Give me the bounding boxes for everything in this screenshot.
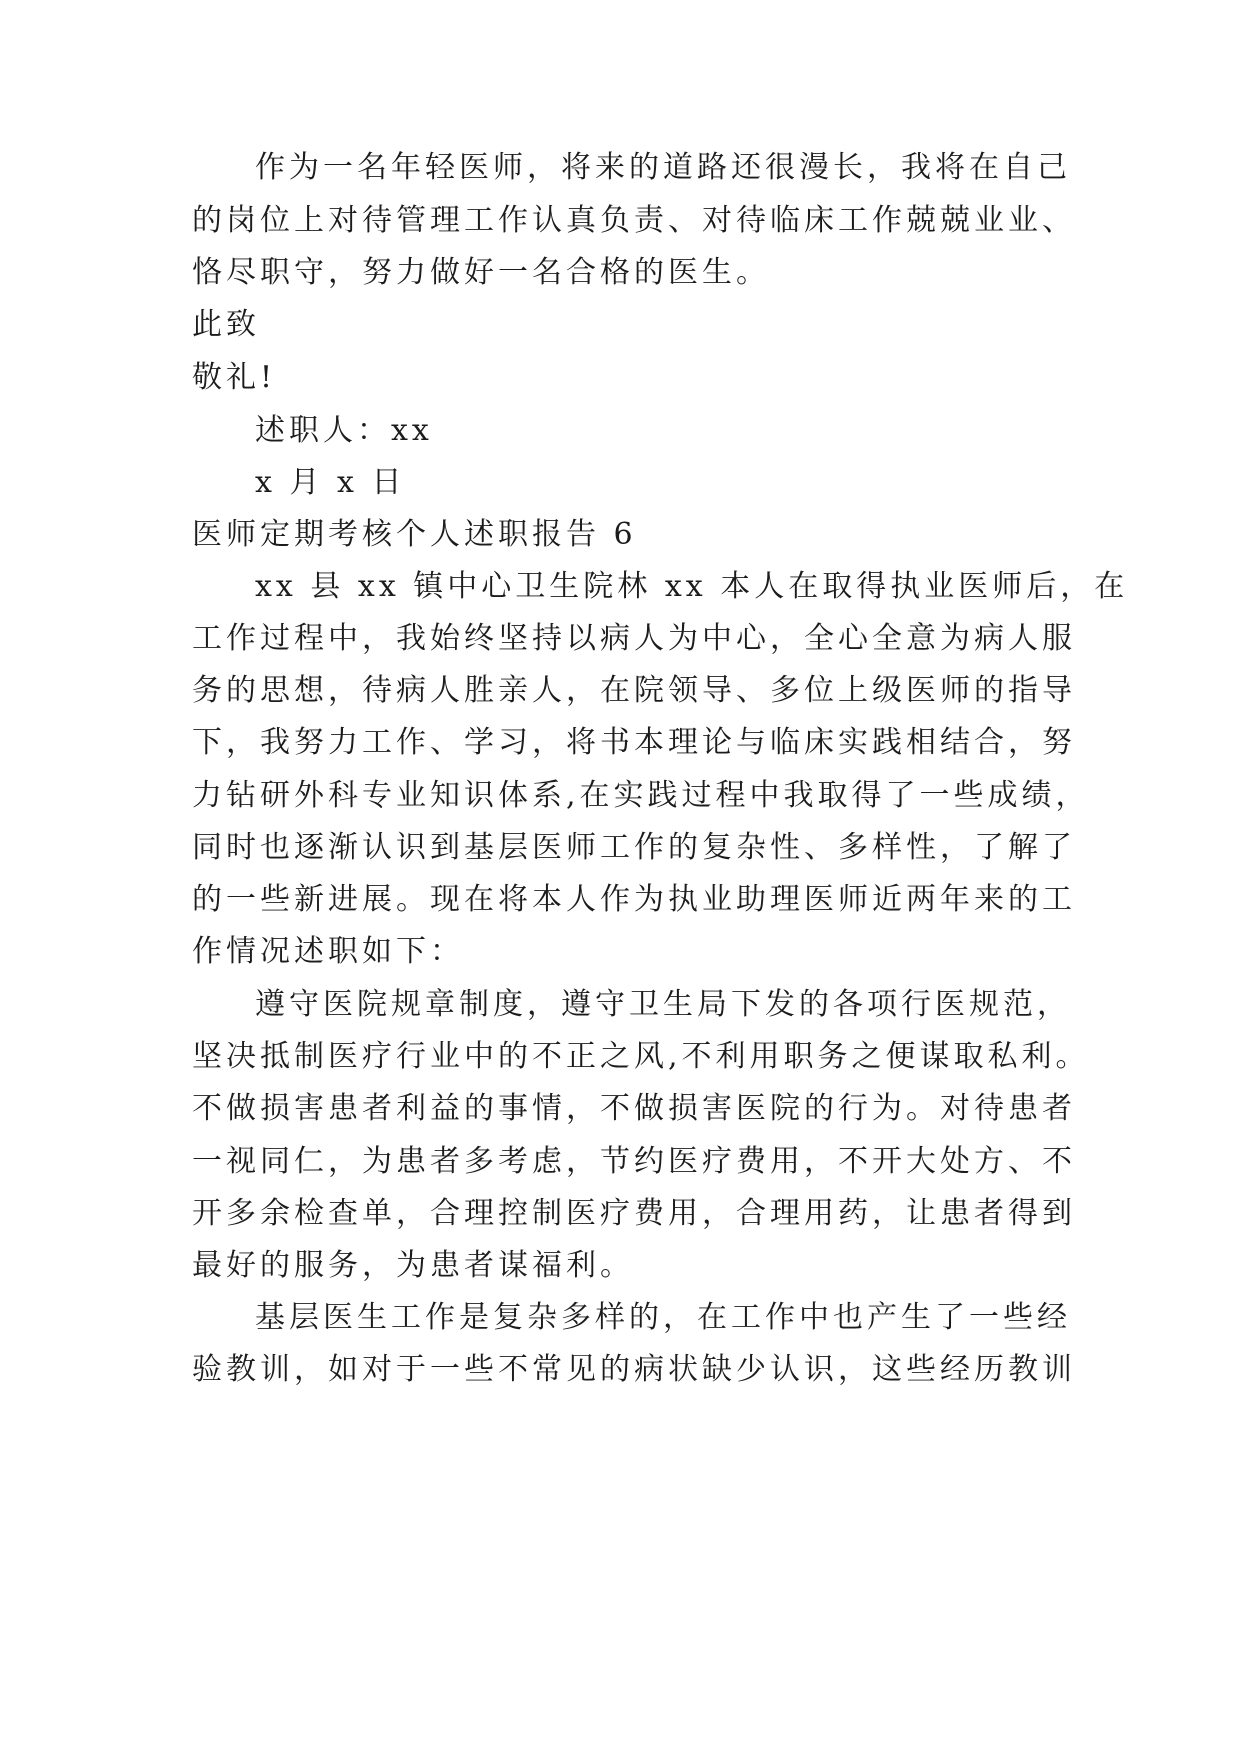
paragraph-4-line-2: 验教训，如对于一些不常见的病状缺少认识，这些经历教训 (192, 1352, 1076, 1387)
paragraph-2-line-2: 工作过程中，我始终坚持以病人为中心，全心全意为病人服 (192, 621, 1076, 656)
paragraph-1-line-2: 的岗位上对待管理工作认真负责、对待临床工作兢兢业业、 (192, 203, 1076, 238)
paragraph-3-line-1: 遵守医院规章制度，遵守卫生局下发的各项行医规范， (255, 987, 1071, 1022)
paragraph-1-line-3: 恪尽职守，努力做好一名合格的医生。 (192, 255, 770, 290)
date-line: x 月 x 日 (255, 465, 406, 500)
paragraph-2-line-8: 作情况述职如下： (192, 934, 464, 969)
paragraph-2-line-1: xx 县 xx 镇中心卫生院林 xx 本人在取得执业医师后，在 (255, 569, 1129, 604)
paragraph-3-line-4: 一视同仁，为患者多考虑，节约医疗费用，不开大处方、不 (192, 1144, 1076, 1179)
paragraph-3-line-3: 不做损害患者利益的事情，不做损害医院的行为。对待患者 (192, 1091, 1076, 1126)
closing-regards: 敬礼! (192, 360, 277, 395)
paragraph-2-line-3: 务的思想，待病人胜亲人，在院领导、多位上级医师的指导 (192, 673, 1076, 708)
section-heading: 医师定期考核个人述职报告 6 (192, 517, 637, 552)
paragraph-3-line-2: 坚决抵制医疗行业中的不正之风,不利用职务之便谋取私利。 (192, 1039, 1090, 1074)
paragraph-2-line-6: 同时也逐渐认识到基层医师工作的复杂性、多样性，了解了 (192, 830, 1076, 865)
paragraph-1-line-1: 作为一名年轻医师，将来的道路还很漫长，我将在自己 (255, 150, 1071, 185)
paragraph-3-line-5: 开多余检查单，合理控制医疗费用，合理用药，让患者得到 (192, 1196, 1076, 1231)
paragraph-4-line-1: 基层医生工作是复杂多样的，在工作中也产生了一些经 (255, 1300, 1071, 1335)
closing-salutation: 此致 (192, 307, 260, 342)
paragraph-3-line-6: 最好的服务，为患者谋福利。 (192, 1248, 634, 1283)
paragraph-2-line-4: 下，我努力工作、学习，将书本理论与临床实践相结合，努 (192, 725, 1076, 760)
signer-line: 述职人：xx (255, 413, 433, 448)
paragraph-2-line-7: 的一些新进展。现在将本人作为执业助理医师近两年来的工 (192, 882, 1076, 917)
paragraph-2-line-5: 力钻研外科专业知识体系,在实践过程中我取得了一些成绩， (192, 778, 1090, 813)
